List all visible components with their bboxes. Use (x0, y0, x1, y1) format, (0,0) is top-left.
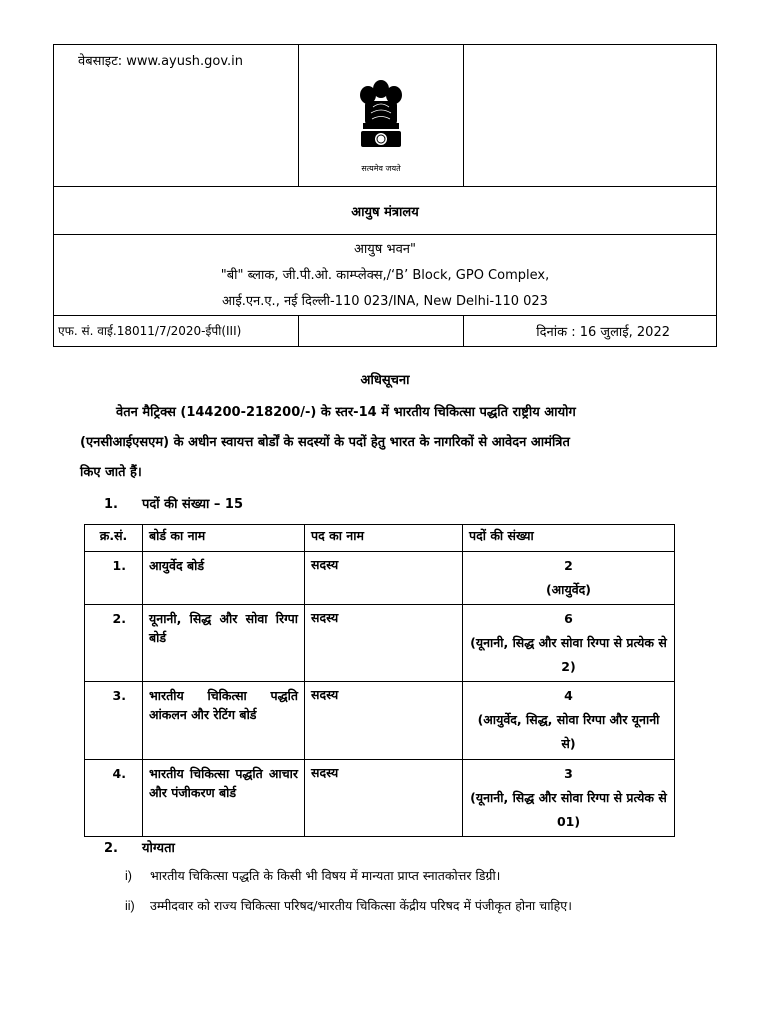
table-header-row (85, 525, 675, 552)
count-detail: (यूनानी, सिद्ध और सोवा रिग्पा से प्रत्येक से 01) (470, 790, 667, 829)
row-count (463, 605, 675, 682)
row-board: यूनानी, सिद्ध और सोवा रिग्पा बोर्ड (143, 605, 305, 682)
date-text: दिनांक : 16 जुलाई, 2022 (536, 325, 670, 340)
row-sn: 3. (85, 682, 143, 760)
website-text: वेबसाइट: www.ayush.gov.in (78, 54, 244, 69)
emblem-motto: सत्यमेव जयते (361, 164, 401, 173)
item-text: उम्मीदवार को राज्य चिकित्सा परिषद/भारतीय चिकित्सा केंद्रीय परिषद में पंजीकृत होना चाहिए। (150, 898, 572, 913)
row-post: सदस्य (305, 605, 463, 682)
address-line-1: आयुष भवन" (353, 242, 417, 257)
header-count: पदों की संख्या (463, 525, 675, 552)
item-marker: ii) (125, 899, 135, 913)
section-1-title: पदों की संख्या – 15 (142, 497, 243, 512)
table-row (85, 682, 675, 760)
row-sn: 4. (85, 760, 143, 837)
national-emblem-icon (351, 75, 411, 163)
notice-intro (80, 398, 692, 488)
section-1-heading (104, 494, 243, 512)
section-1-number: 1. (104, 497, 118, 512)
blank-ref-cell (299, 316, 464, 347)
row-board: भारतीय चिकित्सा पद्धति आचार और पंजीकरण बोर्ड (143, 760, 305, 837)
header-post: पद का नाम (305, 525, 463, 552)
count-value: 2 (564, 558, 573, 573)
file-number-cell (54, 316, 299, 347)
address-cell (54, 235, 717, 316)
list-item (125, 864, 673, 888)
section-2-title: योग्यता (142, 841, 175, 856)
posts-table (84, 524, 675, 837)
header-sn: क्र.सं. (85, 525, 143, 552)
emblem-cell (299, 45, 464, 187)
count-detail: (आयुर्वेद, सिद्ध, सोवा रिग्पा और यूनानी से) (477, 712, 660, 751)
row-board: भारतीय चिकित्सा पद्धति आंकलन और रेटिंग बोर्ड (143, 682, 305, 760)
row-sn: 2. (85, 605, 143, 682)
section-2-number: 2. (104, 841, 118, 856)
website-cell (54, 45, 299, 187)
address-line-2: "बी" ब्लाक, जी.पी.ओ. काम्प्लेक्स,/‘B’ Block, GPO Complex, (220, 268, 550, 283)
row-count (463, 552, 675, 605)
count-detail: (आयुर्वेद) (545, 582, 592, 597)
item-marker: i) (125, 869, 132, 883)
table-row (85, 605, 675, 682)
row-count (463, 682, 675, 760)
table-row (85, 760, 675, 837)
intro-line-2: (एनसीआईएसएम) के अधीन स्वायत्त बोर्डों के सदस्यों के पदों हेतु भारत के नागरिकों से आवेदन आमंत्रित (80, 435, 570, 450)
letterhead-table (53, 44, 717, 347)
intro-line-1: वेतन मैट्रिक्स (144200-218200/-) के स्तर-14 में भारतीय चिकित्सा पद्धति राष्ट्रीय आयोग (116, 405, 576, 420)
blank-cell (464, 45, 717, 187)
header-board: बोर्ड का नाम (143, 525, 305, 552)
address-line-3: आई.एन.ए., नई दिल्ली-110 023/INA, New Delhi-110 023 (222, 294, 548, 309)
count-value: 6 (564, 611, 573, 626)
row-post: सदस्य (305, 760, 463, 837)
row-sn: 1. (85, 552, 143, 605)
row-post: सदस्य (305, 682, 463, 760)
ministry-name: आयुष मंत्रालय (351, 204, 419, 220)
file-number: एफ. सं. वाई.18011/7/2020-ईपी(III) (58, 324, 242, 338)
list-item (125, 894, 673, 918)
ministry-cell (54, 187, 717, 235)
date-cell (464, 316, 717, 347)
intro-line-3: किए जाते हैं। (80, 465, 142, 480)
section-2-heading (104, 838, 175, 856)
table-row (85, 552, 675, 605)
notice-title: अधिसूचना (360, 373, 410, 388)
row-count (463, 760, 675, 837)
count-value: 4 (564, 688, 573, 703)
eligibility-list (125, 864, 673, 924)
count-detail: (यूनानी, सिद्ध और सोवा रिग्पा से प्रत्येक से 2) (470, 635, 667, 674)
row-board: आयुर्वेद बोर्ड (143, 552, 305, 605)
row-post: सदस्य (305, 552, 463, 605)
count-value: 3 (564, 766, 573, 781)
item-text: भारतीय चिकित्सा पद्धति के किसी भी विषय में मान्यता प्राप्त स्नातकोत्तर डिग्री। (150, 868, 501, 883)
